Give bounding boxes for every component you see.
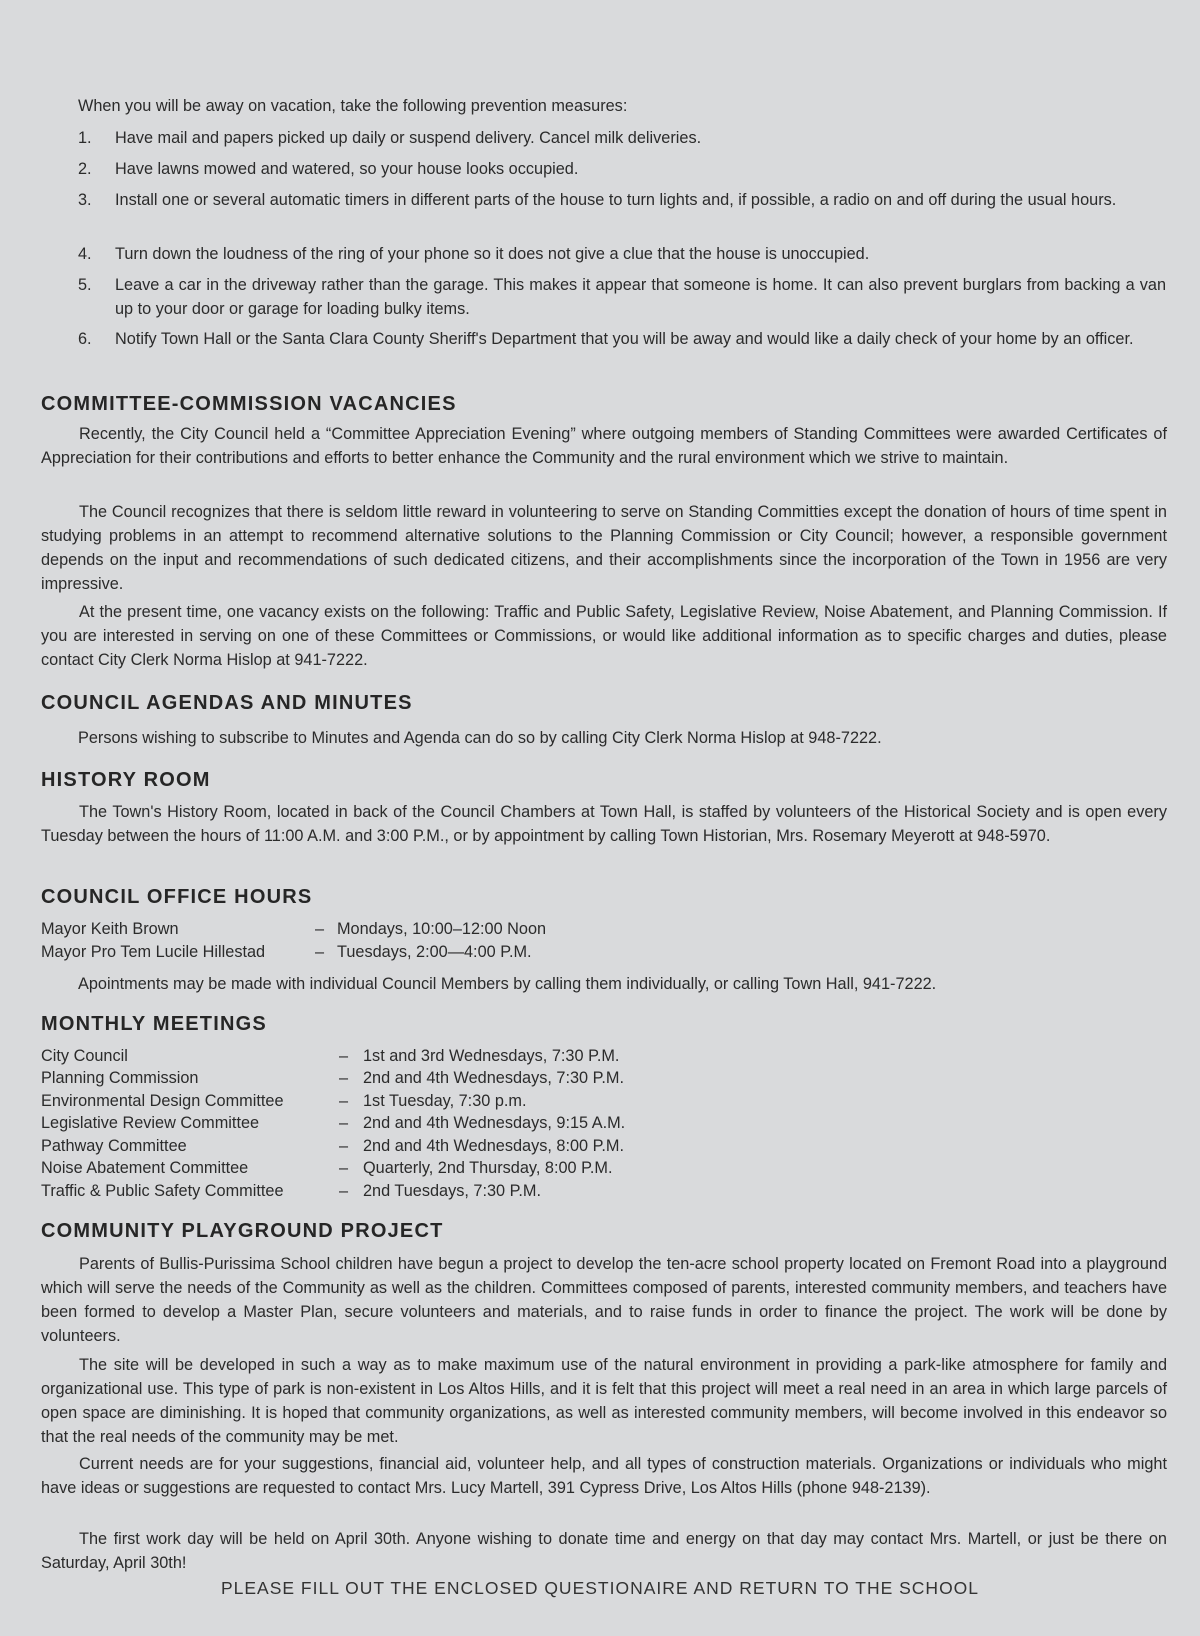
office-hours-note: Apointments may be made with individual Council Members by calling them individually, or calling Town Hall, 941-7222. <box>78 975 937 993</box>
committee-paragraph-3: At the present time, one vacancy exists on the following: Traffic and Public Safety, Legislative Review, Noise Abatement, and Planning Commission. If you are interested in serving on one of these Committees or Commissions, or would like additional information as to specific charges and duties, please contact City Clerk Norma Hislop at 941-7222. <box>41 603 1167 669</box>
vacation-item-text: Have mail and papers picked up daily or suspend delivery. Cancel milk deliveries. <box>115 129 702 147</box>
dash: – <box>339 1069 349 1087</box>
footer-notice: PLEASE FILL OUT THE ENCLOSED QUESTIONAIRE AND RETURN TO THE SCHOOL <box>220 1578 980 1598</box>
committee-heading: COMMITTEE-COMMISSION VACANCIES <box>41 393 457 415</box>
meeting-time: 1st Tuesday, 7:30 p.m. <box>363 1092 527 1110</box>
dash: – <box>339 1092 349 1110</box>
dash: – <box>315 943 325 961</box>
vacation-item-number: 1. <box>78 129 92 147</box>
vacation-item-number: 6. <box>78 330 92 348</box>
meeting-name: Noise Abatement Committee <box>41 1159 249 1177</box>
vacation-item-6 <box>78 327 1166 351</box>
dash: – <box>315 920 325 938</box>
vacation-item-number: 4. <box>78 245 92 263</box>
meeting-name: Traffic & Public Safety Committee <box>41 1182 284 1200</box>
meeting-time: 2nd and 4th Wednesdays, 7:30 P.M. <box>363 1069 624 1087</box>
playground-paragraph-3: Current needs are for your suggestions, financial aid, volunteer help, and all types of construction materials. Organizations or individuals who might have ideas or suggestions are requested to contact Mrs. Lucy Martell, 391 Cypress Drive, Los Altos Hills (phone 948-2139). <box>41 1455 1167 1497</box>
vacation-item-3 <box>78 188 1166 212</box>
office-hours-heading: COUNCIL OFFICE HOURS <box>41 886 313 908</box>
vacation-item-text: Have lawns mowed and watered, so your house looks occupied. <box>115 160 579 178</box>
vacation-item-number: 2. <box>78 160 92 178</box>
committee-paragraph-1: Recently, the City Council held a “Committee Appreciation Evening” where outgoing members of Standing Committees were awarded Certificates of Appreciation for their contributions and efforts to better enhance the Community and the rural environment which we strive to maintain. <box>41 425 1167 467</box>
meeting-time: 1st and 3rd Wednesdays, 7:30 P.M. <box>363 1047 620 1065</box>
vacation-item-text: Notify Town Hall or the Santa Clara County Sheriff's Department that you will be away and would like a daily check of your home by an officer. <box>115 330 1134 348</box>
meeting-time: 2nd Tuesdays, 7:30 P.M. <box>363 1182 542 1200</box>
vacation-item-text: Leave a car in the driveway rather than the garage. This makes it appear that someone is home. It can also prevent burglars from backing a van up to your door or garage for loading bulky items. <box>115 276 1166 318</box>
vacation-item-5 <box>78 273 1166 321</box>
agendas-paragraph: Persons wishing to subscribe to Minutes and Agenda can do so by calling City Clerk Norma Hislop at 948-7222. <box>78 729 882 747</box>
history-paragraph: The Town's History Room, located in back of the Council Chambers at Town Hall, is staffed by volunteers of the Historical Society and is open every Tuesday between the hours of 11:00 A.M. and 3:00 P.M., or by appointment by calling Town Historian, Mrs. Rosemary Meyerott at 948-5970. <box>41 803 1167 845</box>
vacation-item-1 <box>78 126 1166 150</box>
meeting-time: Quarterly, 2nd Thursday, 8:00 P.M. <box>363 1159 613 1177</box>
dash: – <box>339 1047 349 1065</box>
playground-paragraph-4: The first work day will be held on April 30th. Anyone wishing to donate time and energy on that day may contact Mrs. Martell, or just be there on Saturday, April 30th! <box>41 1530 1167 1572</box>
dash: – <box>339 1137 349 1155</box>
meeting-time: 2nd and 4th Wednesdays, 8:00 P.M. <box>363 1137 624 1155</box>
playground-paragraph-2: The site will be developed in such a way as to make maximum use of the natural environment in providing a park-like atmosphere for family and organizational use. This type of park is non-existent in Los Altos Hills, and it is felt that this project will meet a real need in an area in which large parcels of open space are diminishing. It is hoped that community organizations, as well as interested community members, will become involved in this endeavor so that the real needs of the community may be met. <box>41 1356 1167 1446</box>
meeting-name: Pathway Committee <box>41 1137 187 1155</box>
office-holder-name: Mayor Keith Brown <box>41 920 179 938</box>
dash: – <box>339 1182 349 1200</box>
vacation-item-number: 3. <box>78 191 92 209</box>
playground-paragraph-1: Parents of Bullis-Purissima School children have begun a project to develop the ten-acre school property located on Fremont Road into a playground which will serve the needs of the Community as well as the children. Committees composed of parents, interested community members, and teachers have been formed to develop a Master Plan, secure volunteers and materials, and to raise funds in order to finance the project. The work will be done by volunteers. <box>41 1255 1167 1345</box>
vacation-item-text: Install one or several automatic timers in different parts of the house to turn lights and, if possible, a radio on and off during the usual hours. <box>115 191 1117 209</box>
vacation-item-4 <box>78 242 1166 266</box>
history-heading: HISTORY ROOM <box>41 769 211 791</box>
vacation-item-text: Turn down the loudness of the ring of your phone so it does not give a clue that the house is unoccupied. <box>115 245 870 263</box>
office-holder-name: Mayor Pro Tem Lucile Hillestad <box>41 943 266 961</box>
meeting-name: City Council <box>41 1047 128 1065</box>
office-time: Tuesdays, 2:00—4:00 P.M. <box>337 943 532 961</box>
meeting-name: Legislative Review Committee <box>41 1114 260 1132</box>
meetings-heading: MONTHLY MEETINGS <box>41 1013 267 1035</box>
meeting-time: 2nd and 4th Wednesdays, 9:15 A.M. <box>363 1114 626 1132</box>
vacation-item-2 <box>78 157 1166 181</box>
playground-heading: COMMUNITY PLAYGROUND PROJECT <box>41 1220 444 1242</box>
dash: – <box>339 1114 349 1132</box>
committee-paragraph-2: The Council recognizes that there is seldom little reward in volunteering to serve on Standing Committies except the donation of hours of time spent in studying problems in an attempt to recommend alternative solutions to the Planning Commission or City Council; however, a responsible government depends on the input and recommendations of such dedicated citizens, and their accomplishments since the incorporation of the Town in 1956 are very impressive. <box>41 503 1167 593</box>
meeting-name: Environmental Design Committee <box>41 1092 284 1110</box>
vacation-intro: When you will be away on vacation, take the following prevention measures: <box>78 97 628 115</box>
dash: – <box>339 1159 349 1177</box>
vacation-item-number: 5. <box>78 276 92 294</box>
office-time: Mondays, 10:00–12:00 Noon <box>337 920 547 938</box>
agendas-heading: COUNCIL AGENDAS AND MINUTES <box>41 692 413 714</box>
meeting-name: Planning Commission <box>41 1069 199 1087</box>
